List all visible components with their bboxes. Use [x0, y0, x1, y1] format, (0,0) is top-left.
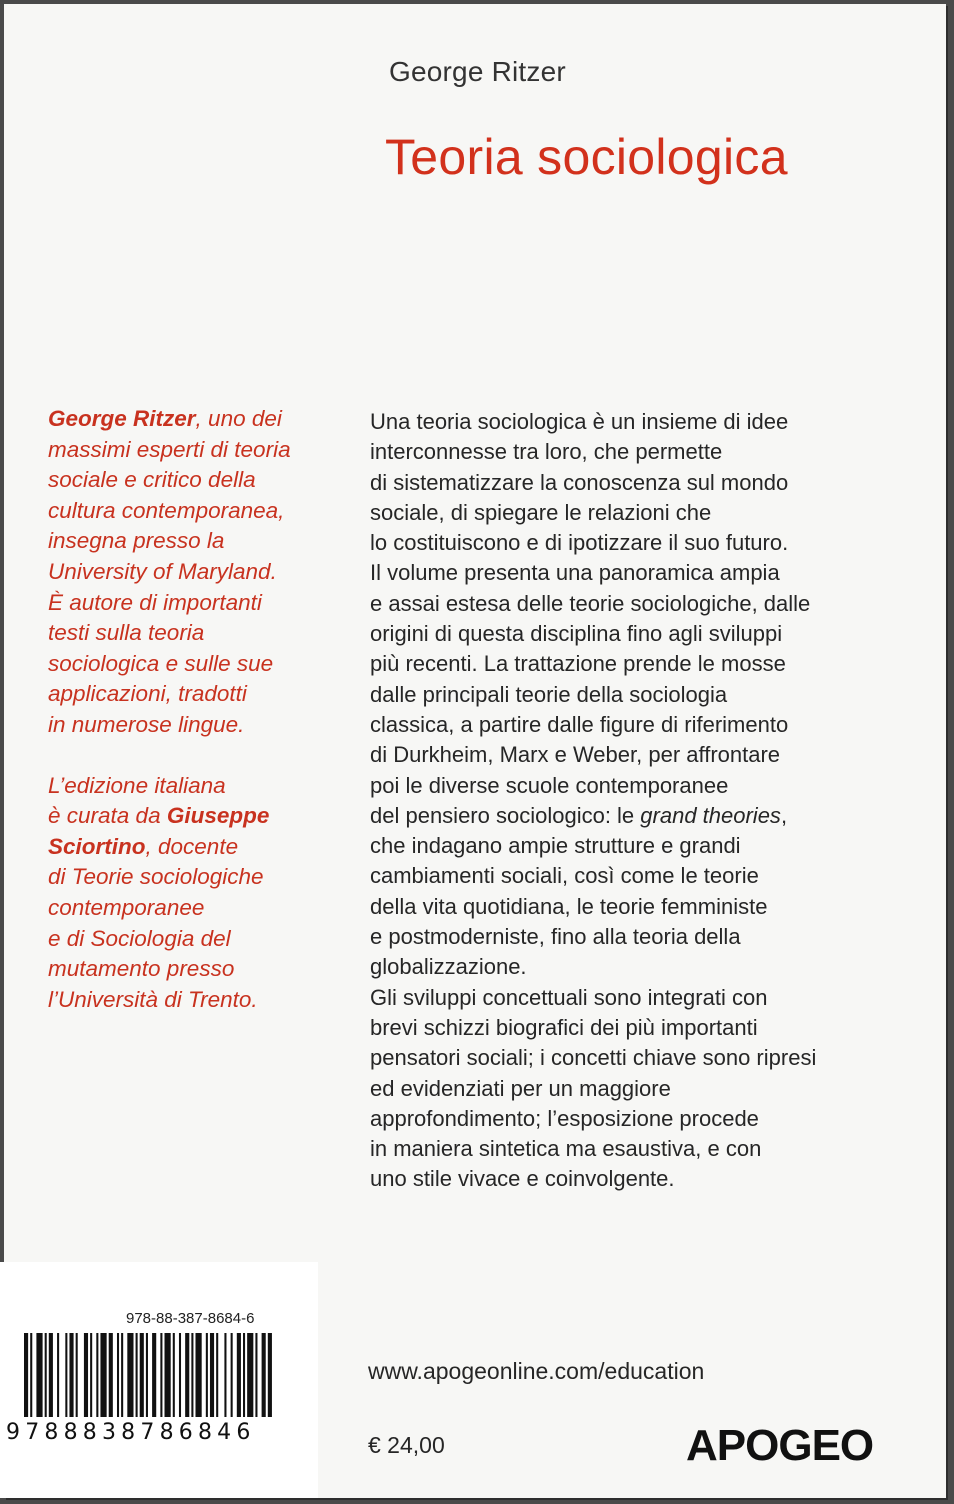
author-bio — [48, 404, 358, 1015]
publisher-logo: APOGEO — [686, 1421, 874, 1470]
description-grand-theories-line: del pensiero sociologico: le grand theories, — [370, 802, 788, 828]
bio-paragraph-editor: L’edizione italiana è curata da Giuseppe Sciortino, docente di Teorie sociologiche contemporanee e di Sociologia del mutamento presso l’Università di Trento. — [48, 772, 270, 1012]
bio-author-name: George Ritzer — [48, 406, 196, 431]
editor-name-last: Sciortino — [48, 833, 146, 859]
ean-digits: 9788838786846 — [6, 1420, 256, 1445]
isbn-number: 978-88-387-8684-6 — [126, 1310, 255, 1327]
book-description: Una teoria sociologica è un insieme di idee interconnesse tra loro, che permette di sistematizzare la conoscenza sul mondo sociale, di spiegare le relazioni che lo costituiscono e di ipotizzare il suo futuro. Il volume presenta una panoramica ampia e assai estesa delle teorie sociologiche, dalle origini di questa disciplina fino agli sviluppi più recenti. La trattazione prende le mosse dalle principali teorie della sociologia classica, a partire dalle figure di riferimento di Durkheim, Marx e Weber, per affrontare poi le diverse scuole contemporanee del pensiero sociologico: le grand theories, che indagano ampie strutture e grandi cambiamenti sociali, così come le teorie della vita quotidiana, le teorie femministe e postmoderniste, fino alla teoria della globalizzazione. Gli sviluppi concettuali sono integrati con brevi schizzi biografici dei più importanti pensatori sociali; i concetti chiave sono ripresi ed evidenziati per un maggiore approfondimento; l’esposizione procede in maniera sintetica ma esaustiva, e con uno stile vivace e coinvolgente. — [370, 407, 910, 1195]
grand-theories-term: grand theories — [640, 802, 781, 828]
price: € 24,00 — [368, 1432, 445, 1458]
author-name: George Ritzer — [389, 56, 566, 87]
editor-name-first: Giuseppe — [166, 803, 270, 829]
barcode-icon — [24, 1333, 274, 1417]
book-title: Teoria sociologica — [385, 129, 788, 185]
publisher-url: www.apogeonline.com/education — [368, 1358, 705, 1384]
bio-paragraph-author: George Ritzer, uno dei massimi esperti di teoria sociale e critico della cultura contemporanea, insegna presso la University of Maryland. È autore di importanti testi sulla teoria sociologica e sulle sue applicazioni, tradotti in numerose lingue. — [48, 406, 291, 737]
